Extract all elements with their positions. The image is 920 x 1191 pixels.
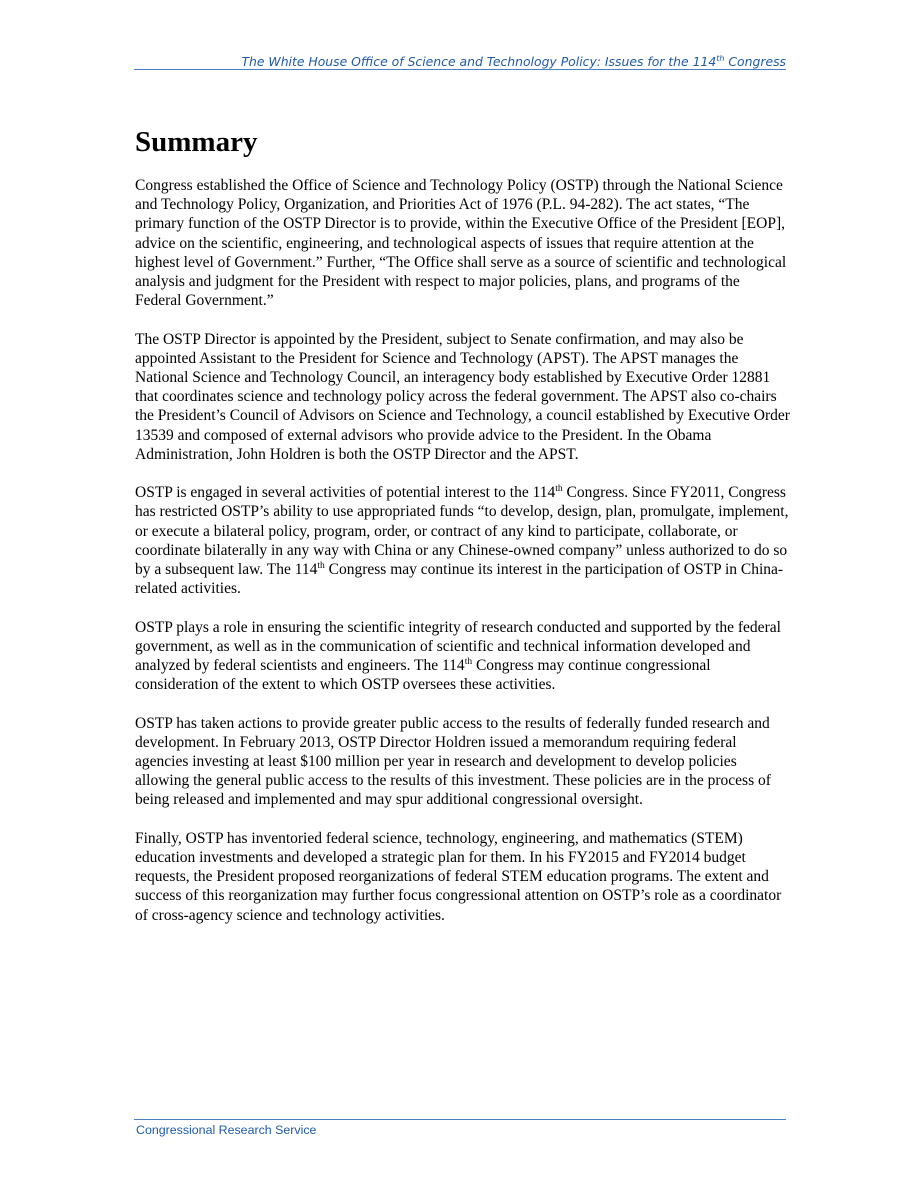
running-header-text: The White House Office of Science and Technology Policy: Issues for the 114 [241,54,717,69]
summary-paragraph [135,829,790,925]
paragraph-text: OSTP is engaged in several activities of potential interest to the 114 [135,484,556,502]
page-footer: Congressional Research Service [136,1123,317,1137]
summary-body [135,176,790,944]
paragraph-text: OSTP plays a role in ensuring the scientific integrity of research conducted and supported by the federal government, as well as in the communication of scientific and technical information developed and analyzed by federal scientists and engineers. The 114 [135,618,781,675]
paragraph-text: The OSTP Director is appointed by the President, subject to Senate confirmation, and may also be appointed Assistant to the President for Science and Technology (APST). The APST manages the National Science and Technology Council, an interagency body established by Executive Order 12881 that coordinates science and technology policy across the federal government. The APST also co-chairs the President’s Council of Advisors on Science and Technology, a council established by Executive Order 13539 and composed of external advisors who provide advice to the President. In the Obama Administration, John Holdren is both the OSTP Director and the APST. [135,330,790,463]
paragraph-text: Congress established the Office of Science and Technology Policy (OSTP) through the National Science and Technology Policy, Organization, and Priorities Act of 1976 (P.L. 94-282). The act states, “The primary function of the OSTP Director is to provide, within the Executive Office of the President [EOP], advice on the scientific, engineering, and technological aspects of issues that require attention at the highest level of Government.” Further, “The Office shall serve as a source of scientific and technological analysis and judgment for the President with respect to major policies, plans, and programs of the Federal Government.” [135,177,787,310]
running-header-suffix: Congress [724,54,786,69]
paragraph-text: Finally, OSTP has inventoried federal science, technology, engineering, and mathematics (STEM) education investments and developed a strategic plan for them. In his FY2015 and FY2014 budget requests, the President proposed reorganizations of federal STEM education programs. The extent and success of this reorganization may further focus congressional attention on OSTP’s role as a coordinator of cross-agency science and technology activities. [135,829,782,924]
page-title: Summary [135,126,258,158]
paragraph-text: Congress may continue its interest in the participation of OSTP in China-related activities. [135,561,784,598]
summary-paragraph [135,176,790,310]
summary-paragraph [135,714,790,810]
paragraph-text: OSTP has taken actions to provide greater public access to the results of federally funded research and development. In February 2013, OSTP Director Holdren issued a memorandum requiring federal agencies investing at least $100 million per year in research and development to develop policies allowing the general public access to the results of this investment. These policies are in the process of being released and implemented and may spur additional congressional oversight. [135,714,771,809]
running-header-superscript: th [716,54,725,63]
summary-paragraph [135,618,790,695]
header-divider [134,69,786,70]
paragraph-text: Congress. Since FY2011, Congress has restricted OSTP’s ability to use appropriated funds “to develop, design, plan, promulgate, implement, or execute a bilateral policy, program, order, or contract of any kind to participate, collaborate, or coordinate bilaterally in any way with China or any Chinese-owned company” unless authorized to do so by a subsequent law. The 114 [135,484,789,579]
paragraph-text: Congress may continue congressional consideration of the extent to which OSTP oversees these activities. [135,657,711,694]
footer-divider [134,1119,786,1120]
summary-paragraph [135,483,790,598]
running-header [134,54,786,70]
ordinal-superscript: th [317,561,325,572]
ordinal-superscript: th [464,657,473,668]
summary-paragraph [135,330,790,464]
ordinal-superscript: th [555,484,563,495]
